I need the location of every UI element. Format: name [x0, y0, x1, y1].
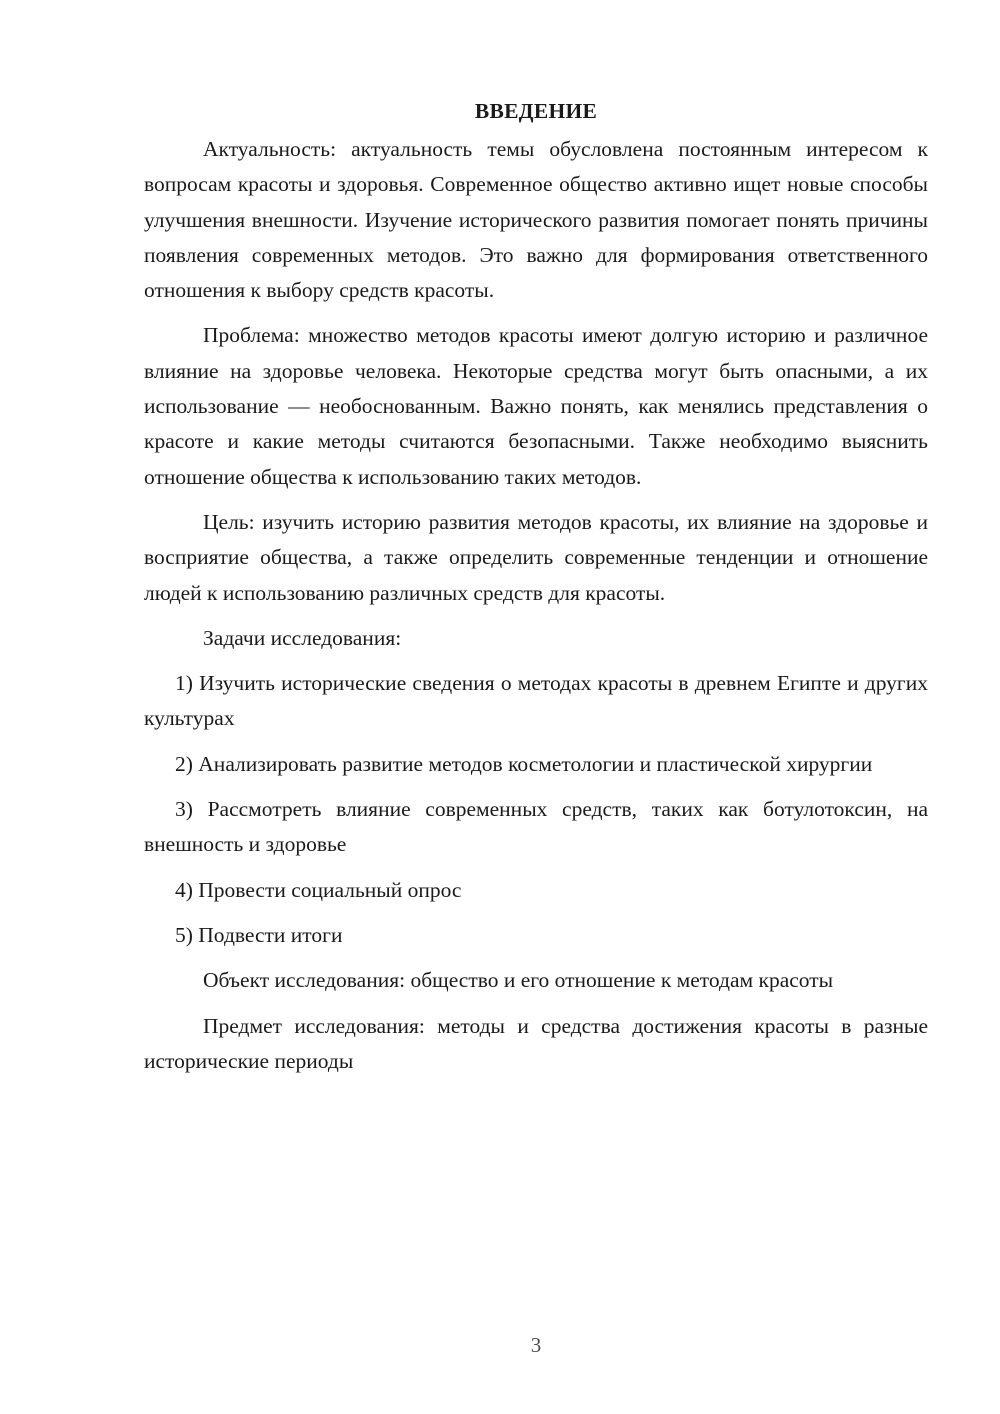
- problem-paragraph: Проблема: множество методов красоты имеют долгую историю и различное влияние на здоровье человека. Некоторые средства могут быть опасными, а их использование — необоснованным. Важно понять, как менялись представления о красоте и какие методы считаются безопасными. Также необходимо выяснить отношение общества к использованию таких методов.: [144, 323, 928, 489]
- subject-paragraph: Предмет исследования: методы и средства достижения красоты в разные исторические периоды: [144, 1013, 928, 1073]
- tasks-heading: Задачи исследования:: [203, 625, 402, 650]
- task-item-2: 2) Анализировать развитие методов косметологии и пластической хирургии: [175, 751, 873, 776]
- page-content: [144, 94, 928, 1089]
- relevance-paragraph: Актуальность: актуальность темы обусловлена постоянным интересом к вопросам красоты и здоровья. Современное общество активно ищет новые способы улучшения внешности. Изучение исторического развития помогает понять причины появления современных методов. Это важно для формирования ответственного отношения к выбору средств красоты.: [144, 137, 928, 303]
- task-item-3: 3) Рассмотреть влияние современных средств, таких как ботулотоксин, на внешность и здоровье: [144, 797, 928, 857]
- task-item-5: 5) Подвести итоги: [175, 922, 343, 947]
- page-number: 3: [530, 1333, 542, 1357]
- object-paragraph: Объект исследования: общество и его отношение к методам красоты: [203, 968, 834, 993]
- task-item-1: 1) Изучить исторические сведения о методах красоты в древнем Египте и других культурах: [144, 671, 928, 731]
- section-heading: ВВЕДЕНИЕ: [474, 99, 598, 123]
- goal-paragraph: Цель: изучить историю развития методов красоты, их влияние на здоровье и восприятие общества, а также определить современные тенденции и отношение людей к использованию различных средств для красоты.: [144, 509, 928, 605]
- task-item-4: 4) Провести социальный опрос: [175, 877, 462, 902]
